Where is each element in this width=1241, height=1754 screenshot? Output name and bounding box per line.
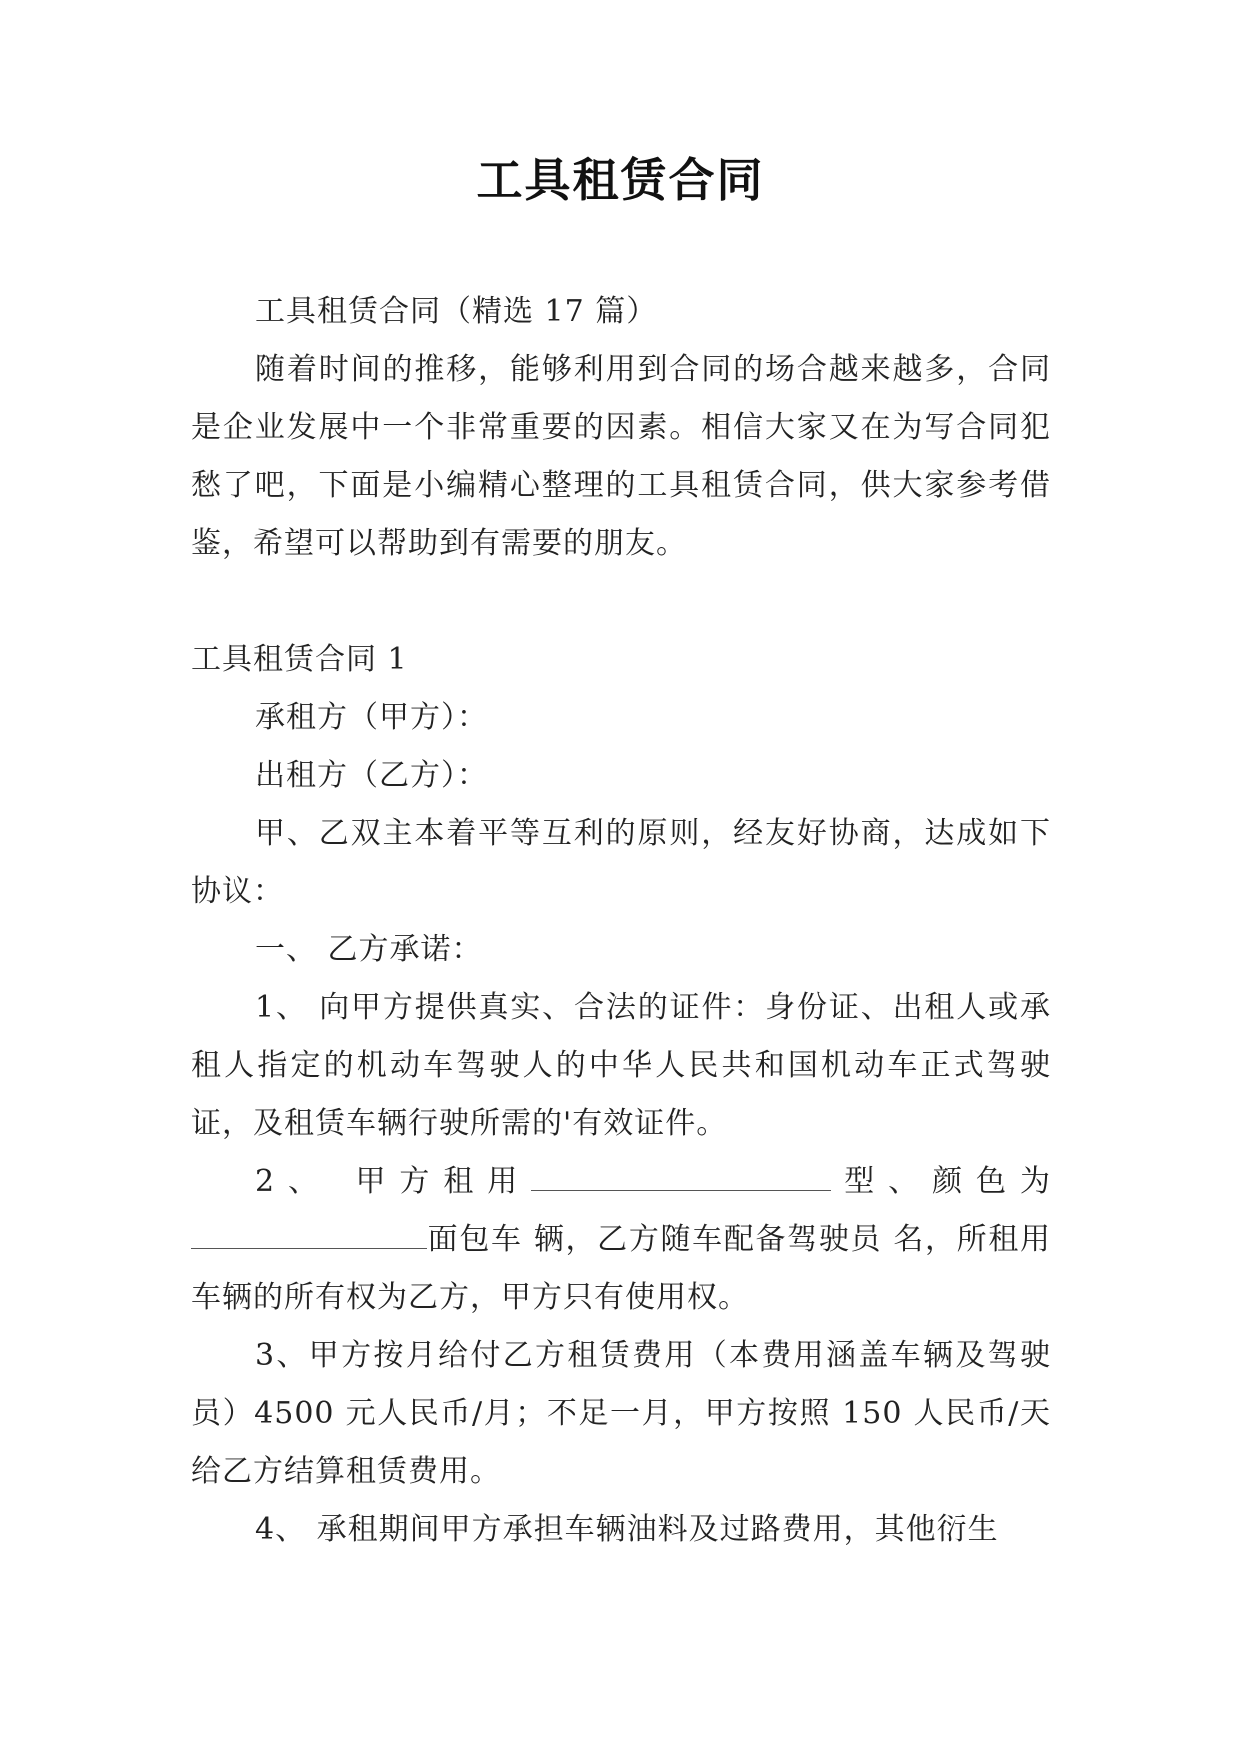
party-b-line: 出租方（乙方）： (255, 758, 488, 793)
paragraph-spacer (191, 573, 1051, 631)
blank-line-color (191, 1214, 427, 1249)
intro-paragraph: 随着时间的推移，能够利用到合同的场合越来越多，合同是企业发展中一个非常重要的因素。相信大家又在为写合同犯愁了吧，下面是小编精心整理的工具租赁合同，供大家参考借鉴，希望可以帮助到有需要的朋友。 (191, 352, 1051, 561)
party-a-line: 承租方（甲方）： (255, 700, 488, 735)
blank-line-model (531, 1156, 831, 1191)
agreement-paragraph: 甲、乙双主本着平等互利的原则，经友好协商，达成如下协议： (191, 816, 1051, 909)
clause-item-1: 1、 向甲方提供真实、合法的证件：身份证、出租人或承租人指定的机动车驾驶人的中华人民共和国机动车正式驾驶证，及租赁车辆行驶所需的'有效证件。 (191, 990, 1051, 1141)
clause-item-3: 3、甲方按月给付乙方租赁费用（本费用涵盖车辆及驾驶员）4500 元人民币/月；不足一月，甲方按照 150 人民币/天给乙方结算租赁费用。 (191, 1338, 1051, 1489)
document-title: 工具租赁合同 (476, 153, 765, 207)
subtitle: 工具租赁合同（精选 17 篇） (255, 294, 658, 329)
clause-item-2-start: 2、 甲方租用 (255, 1164, 532, 1199)
document-body (191, 283, 1051, 1559)
clause-item-2 (191, 1153, 1051, 1327)
clause-heading: 一、 乙方承诺： (255, 932, 483, 967)
clause-item-2-middle: 型、颜色为 (831, 1164, 1052, 1199)
clause-item-2-end: 面包车 辆，乙方随车配备驾驶员 名，所租用车辆的所有权为乙方，甲方只有使用权。 (191, 1222, 1051, 1315)
clause-item-4: 4、 承租期间甲方承担车辆油料及过路费用，其他衍生 (255, 1512, 999, 1547)
section-heading: 工具租赁合同 1 (191, 642, 408, 677)
